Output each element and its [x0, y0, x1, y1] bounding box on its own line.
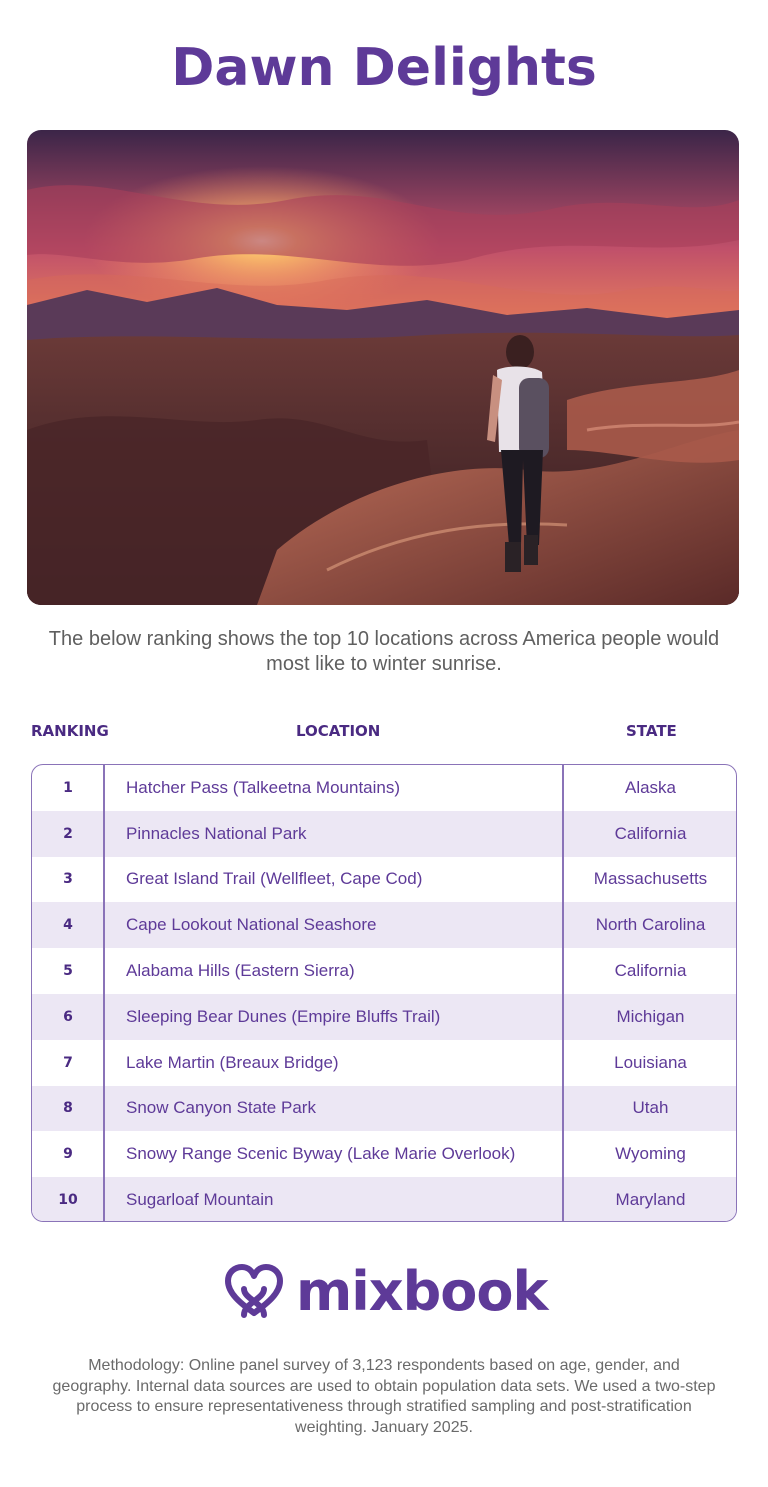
rank-cell: 2	[63, 825, 73, 842]
location-cell: Great Island Trail (Wellfleet, Cape Cod)	[126, 869, 423, 889]
state-cell: Maryland	[615, 1190, 686, 1210]
rank-cell: 8	[63, 1100, 73, 1117]
state-header: STATE	[626, 722, 677, 740]
state-cell: California	[614, 823, 687, 843]
rank-cell: 6	[63, 1008, 73, 1025]
location-cell: Lake Martin (Breaux Bridge)	[126, 1052, 339, 1072]
brand-name: mixbook	[296, 1259, 548, 1323]
column-divider	[562, 765, 564, 1221]
location-cell: Snowy Range Scenic Byway (Lake Marie Overlook)	[126, 1144, 516, 1164]
methodology-text: Methodology: Online panel survey of 3,123 respondents based on age, gender, and geography. Internal data sources are used to obtain population data sets. We used a two-step process to ensure representativeness through stratified sampling and post-stratification weighting. January 2025.	[52, 1357, 716, 1436]
location-cell: Sugarloaf Mountain	[126, 1190, 274, 1210]
state-cell: California	[614, 961, 687, 981]
rank-cell: 5	[63, 963, 73, 980]
table-row	[32, 948, 736, 994]
table-row	[32, 1040, 736, 1086]
table-row	[32, 1086, 736, 1132]
ranking-table	[31, 764, 737, 1222]
state-cell: North Carolina	[595, 915, 706, 935]
state-cell: Utah	[632, 1098, 669, 1118]
state-cell: Louisiana	[614, 1052, 687, 1072]
table-row	[32, 1177, 736, 1222]
page-title: Dawn Delights	[171, 38, 597, 98]
heart-knot-icon	[222, 1263, 286, 1319]
table-row	[32, 994, 736, 1040]
ranking-header: RANKING	[31, 722, 109, 740]
rank-cell: 7	[63, 1054, 73, 1071]
location-cell: Sleeping Bear Dunes (Empire Bluffs Trail)	[126, 1006, 441, 1026]
state-cell: Wyoming	[615, 1144, 686, 1164]
rank-cell: 9	[63, 1146, 73, 1163]
rank-cell: 3	[63, 871, 73, 888]
mixbook-logo	[222, 1260, 547, 1322]
table-row	[32, 811, 736, 857]
rank-cell: 1	[63, 779, 73, 796]
table-row	[32, 857, 736, 903]
rank-cell: 10	[58, 1192, 78, 1209]
hero-image-sunrise-hiker	[27, 130, 739, 605]
table-row	[32, 765, 736, 811]
location-cell: Snow Canyon State Park	[126, 1098, 316, 1118]
rank-cell: 4	[63, 917, 73, 934]
location-cell: Pinnacles National Park	[126, 823, 307, 843]
column-divider	[103, 765, 105, 1221]
table-row	[32, 902, 736, 948]
table-row	[32, 1131, 736, 1177]
location-header: LOCATION	[296, 722, 381, 740]
location-cell: Alabama Hills (Eastern Sierra)	[126, 961, 355, 981]
location-cell: Hatcher Pass (Talkeetna Mountains)	[126, 777, 401, 797]
state-cell: Alaska	[624, 777, 677, 797]
intro-text: The below ranking shows the top 10 locations across America people would most like to winter sunrise.	[48, 628, 720, 675]
state-cell: Michigan	[616, 1006, 685, 1026]
state-cell: Massachusetts	[593, 869, 708, 889]
location-cell: Cape Lookout National Seashore	[126, 915, 377, 935]
